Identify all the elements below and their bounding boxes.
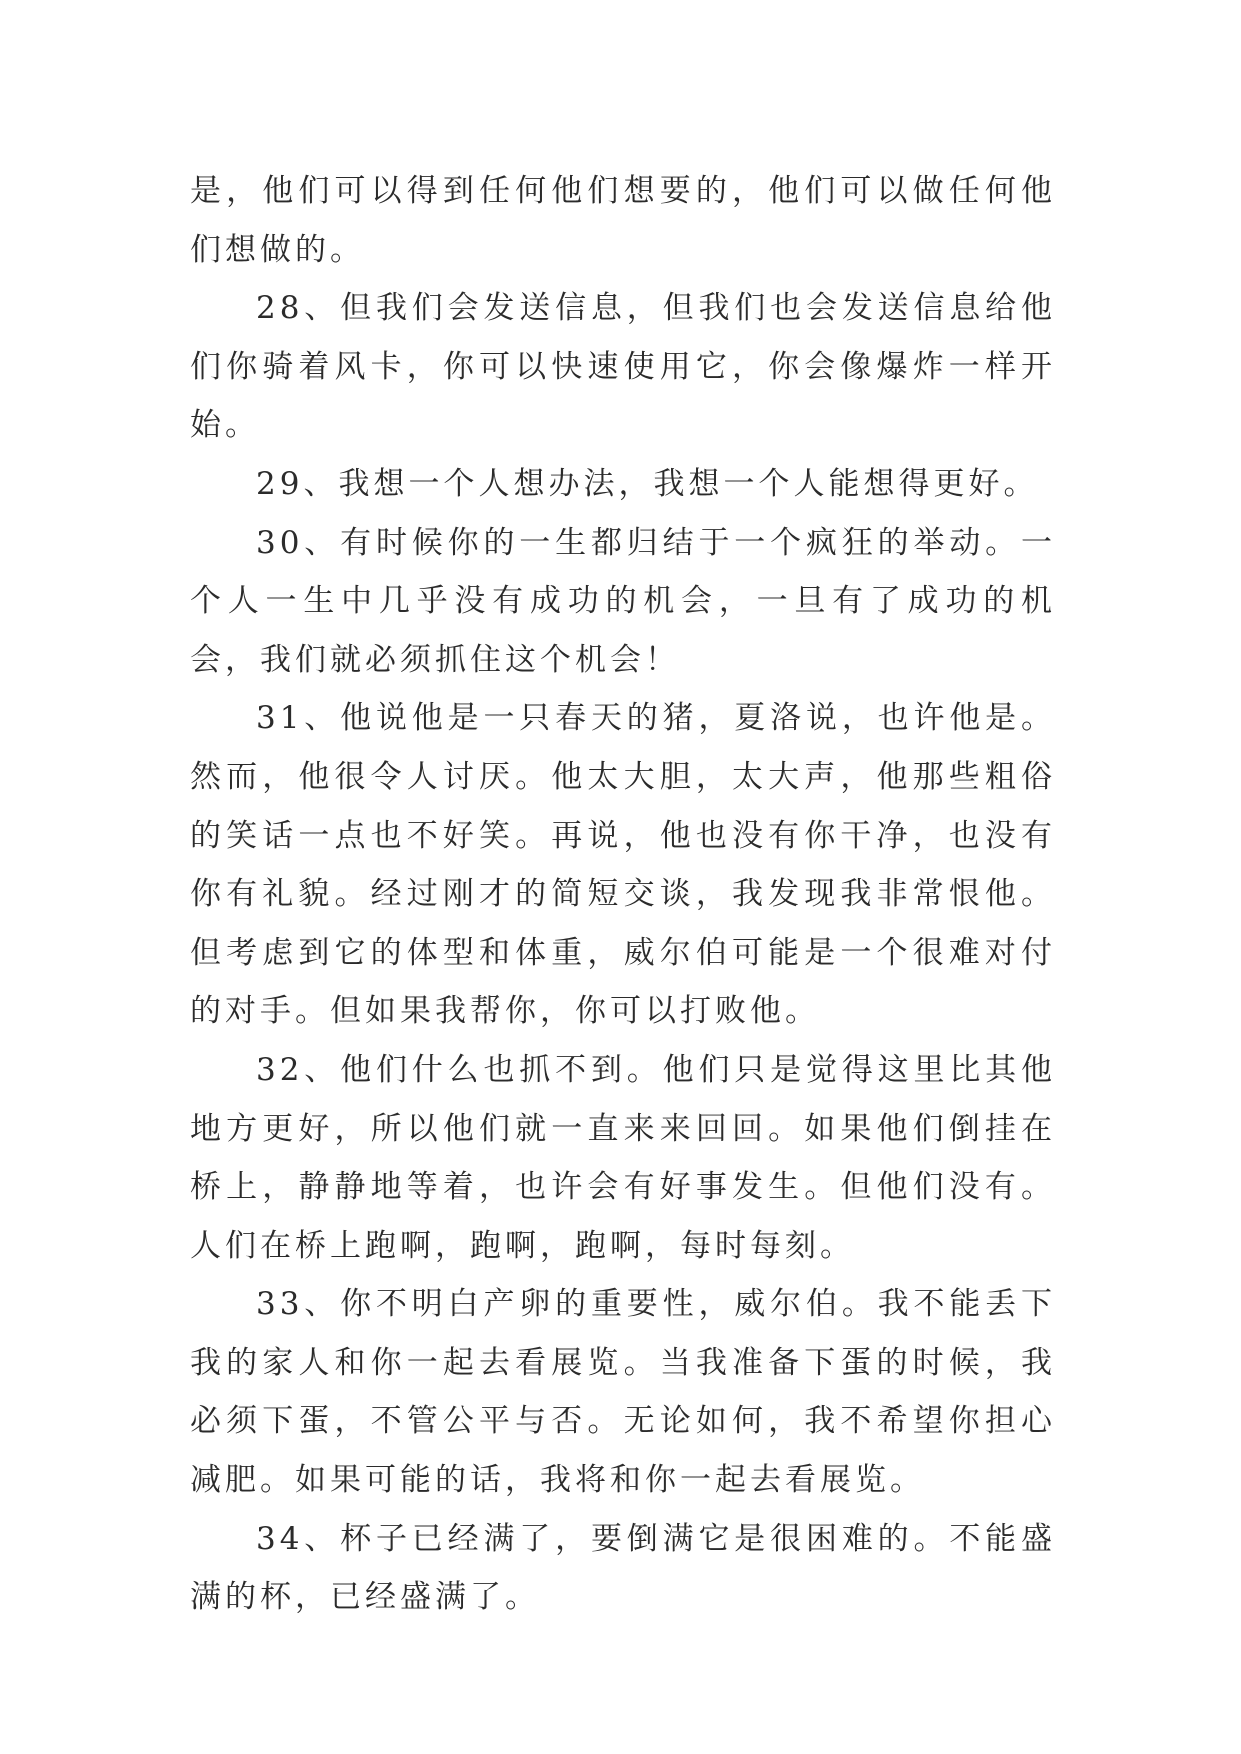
paragraph-33: 33、你不明白产卵的重要性，威尔伯。我不能丢下我的家人和你一起去看展览。当我准备下蛋的时候，我必须下蛋，不管公平与否。无论如何，我不希望你担心减肥。如果可能的话，我将和你一起去看展览。 bbox=[190, 1286, 1056, 1499]
document-body bbox=[190, 162, 1056, 1627]
paragraph-29: 29、我想一个人想办法，我想一个人能想得更好。 bbox=[256, 465, 1039, 502]
paragraph-32: 32、他们什么也抓不到。他们只是觉得这里比其他地方更好，所以他们就一直来来回回。如果他们倒挂在桥上，静静地等着，也许会有好事发生。但他们没有。人们在桥上跑啊，跑啊，跑啊，每时每刻。 bbox=[190, 1051, 1056, 1264]
paragraph-30: 30、有时候你的一生都归结于一个疯狂的举动。一个人一生中几乎没有成功的机会，一旦有了成功的机会，我们就必须抓住这个机会！ bbox=[190, 524, 1056, 678]
paragraph-34: 34、杯子已经满了，要倒满它是很困难的。不能盛满的杯，已经盛满了。 bbox=[190, 1520, 1056, 1616]
paragraph-31: 31、他说他是一只春天的猪，夏洛说，也许他是。然而，他很令人讨厌。他太大胆，太大声，他那些粗俗的笑话一点也不好笑。再说，他也没有你干净，也没有你有礼貌。经过刚才的简短交谈，我发现我非常恨他。但考虑到它的体型和体重，威尔伯可能是一个很难对付的对手。但如果我帮你，你可以打败他。 bbox=[190, 700, 1056, 1030]
paragraph-28: 28、但我们会发送信息，但我们也会发送信息给他们你骑着风卡，你可以快速使用它，你会像爆炸一样开始。 bbox=[190, 290, 1056, 444]
paragraph-continued: 是，他们可以得到任何他们想要的，他们可以做任何他们想做的。 bbox=[190, 173, 1056, 268]
